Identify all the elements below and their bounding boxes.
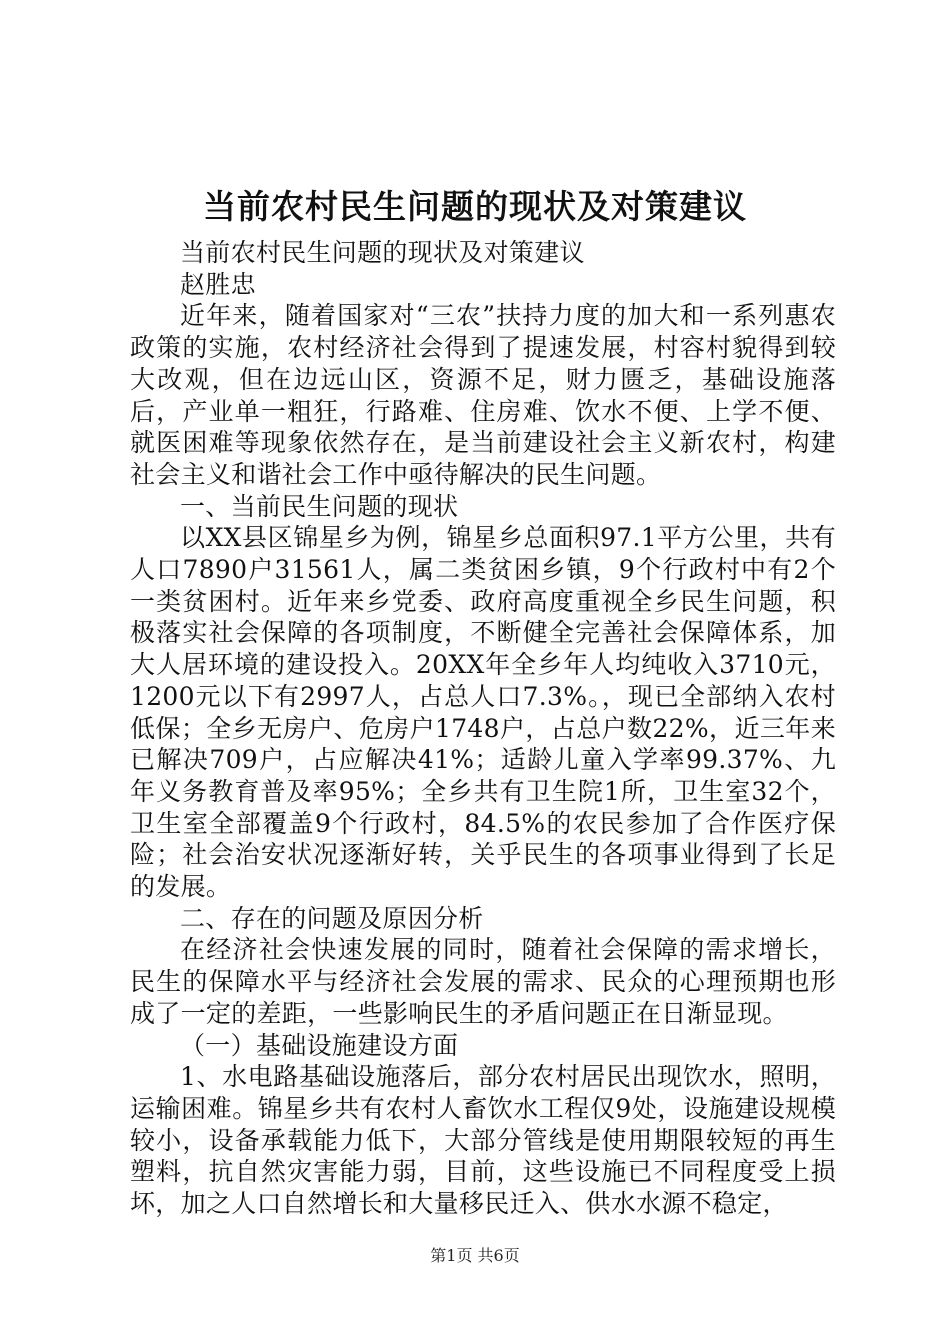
infrastructure-paragraph: 1、水电路基础设施落后，部分农村居民出现饮水，照明，运输困难。锦星乡共有农村人畜饮水工程仅9处，设施建设规模较小，设备承载能力低下，大部分管线是使用期限较短的再生塑料，抗自然灾害能力弱，目前，这些设施已不同程度受上损坏，加之人口自然增长和大量移民迁入、供水水源不稳定， (130, 1062, 836, 1219)
status-paragraph: 以XX县区锦星乡为例，锦星乡总面积97.1平方公里，共有人口7890户31561人，属二类贫困乡镇，9个行政村中有2个一类贫困村。近年来乡党委、政府高度重视全乡民生问题，积极落实社会保障的各项制度，不断健全完善社会保障体系，加大人居环境的建设投入。20XX年全乡年人均纯收入3710元，1200元以下有2997人，占总人口7.3%。，现已全部纳入农村低保；全乡无房户、危房户1748户，占总户数22%，近三年来已解决709户，占应解决41%；适龄儿童入学率99.37%、九年义务教育普及率95%；全乡共有卫生院1所，卫生室32个，卫生室全部覆盖9个行政村，84.5%的农民参加了合作医疗保险；社会治安状况逐渐好转，关乎民生的各项事业得到了长足的发展。 (130, 523, 836, 902)
page-number-footer: 第1页 共6页 (430, 1246, 520, 1265)
subsection-heading-1: （一）基础设施建设方面 (180, 1030, 459, 1060)
analysis-paragraph: 在经济社会快速发展的同时，随着社会保障的需求增长，民生的保障水平与经济社会发展的需求、民众的心理预期也形成了一定的差距，一些影响民生的矛盾问题正在日渐显现。 (130, 935, 836, 1028)
intro-paragraph: 近年来，随着国家对“三农”扶持力度的加大和一系列惠农政策的实施，农村经济社会得到了提速发展，村容村貌得到较大改观，但在边远山区，资源不足，财力匮乏，基础设施落后，产业单一粗狂，行路难、住房难、饮水不便、上学不便、就医困难等现象依然存在，是当前建设社会主义新农村，构建社会主义和谐社会工作中亟待解决的民生问题。 (130, 301, 836, 489)
document-body (130, 237, 836, 1220)
document-title: 当前农村民生问题的现状及对策建议 (203, 187, 747, 226)
author-paragraph: 赵胜忠 (180, 269, 256, 299)
section-heading-1: 一、当前民生问题的现状 (180, 491, 459, 521)
subtitle-paragraph: 当前农村民生问题的现状及对策建议 (180, 238, 585, 267)
section-heading-2: 二、存在的问题及原因分析 (180, 903, 484, 933)
